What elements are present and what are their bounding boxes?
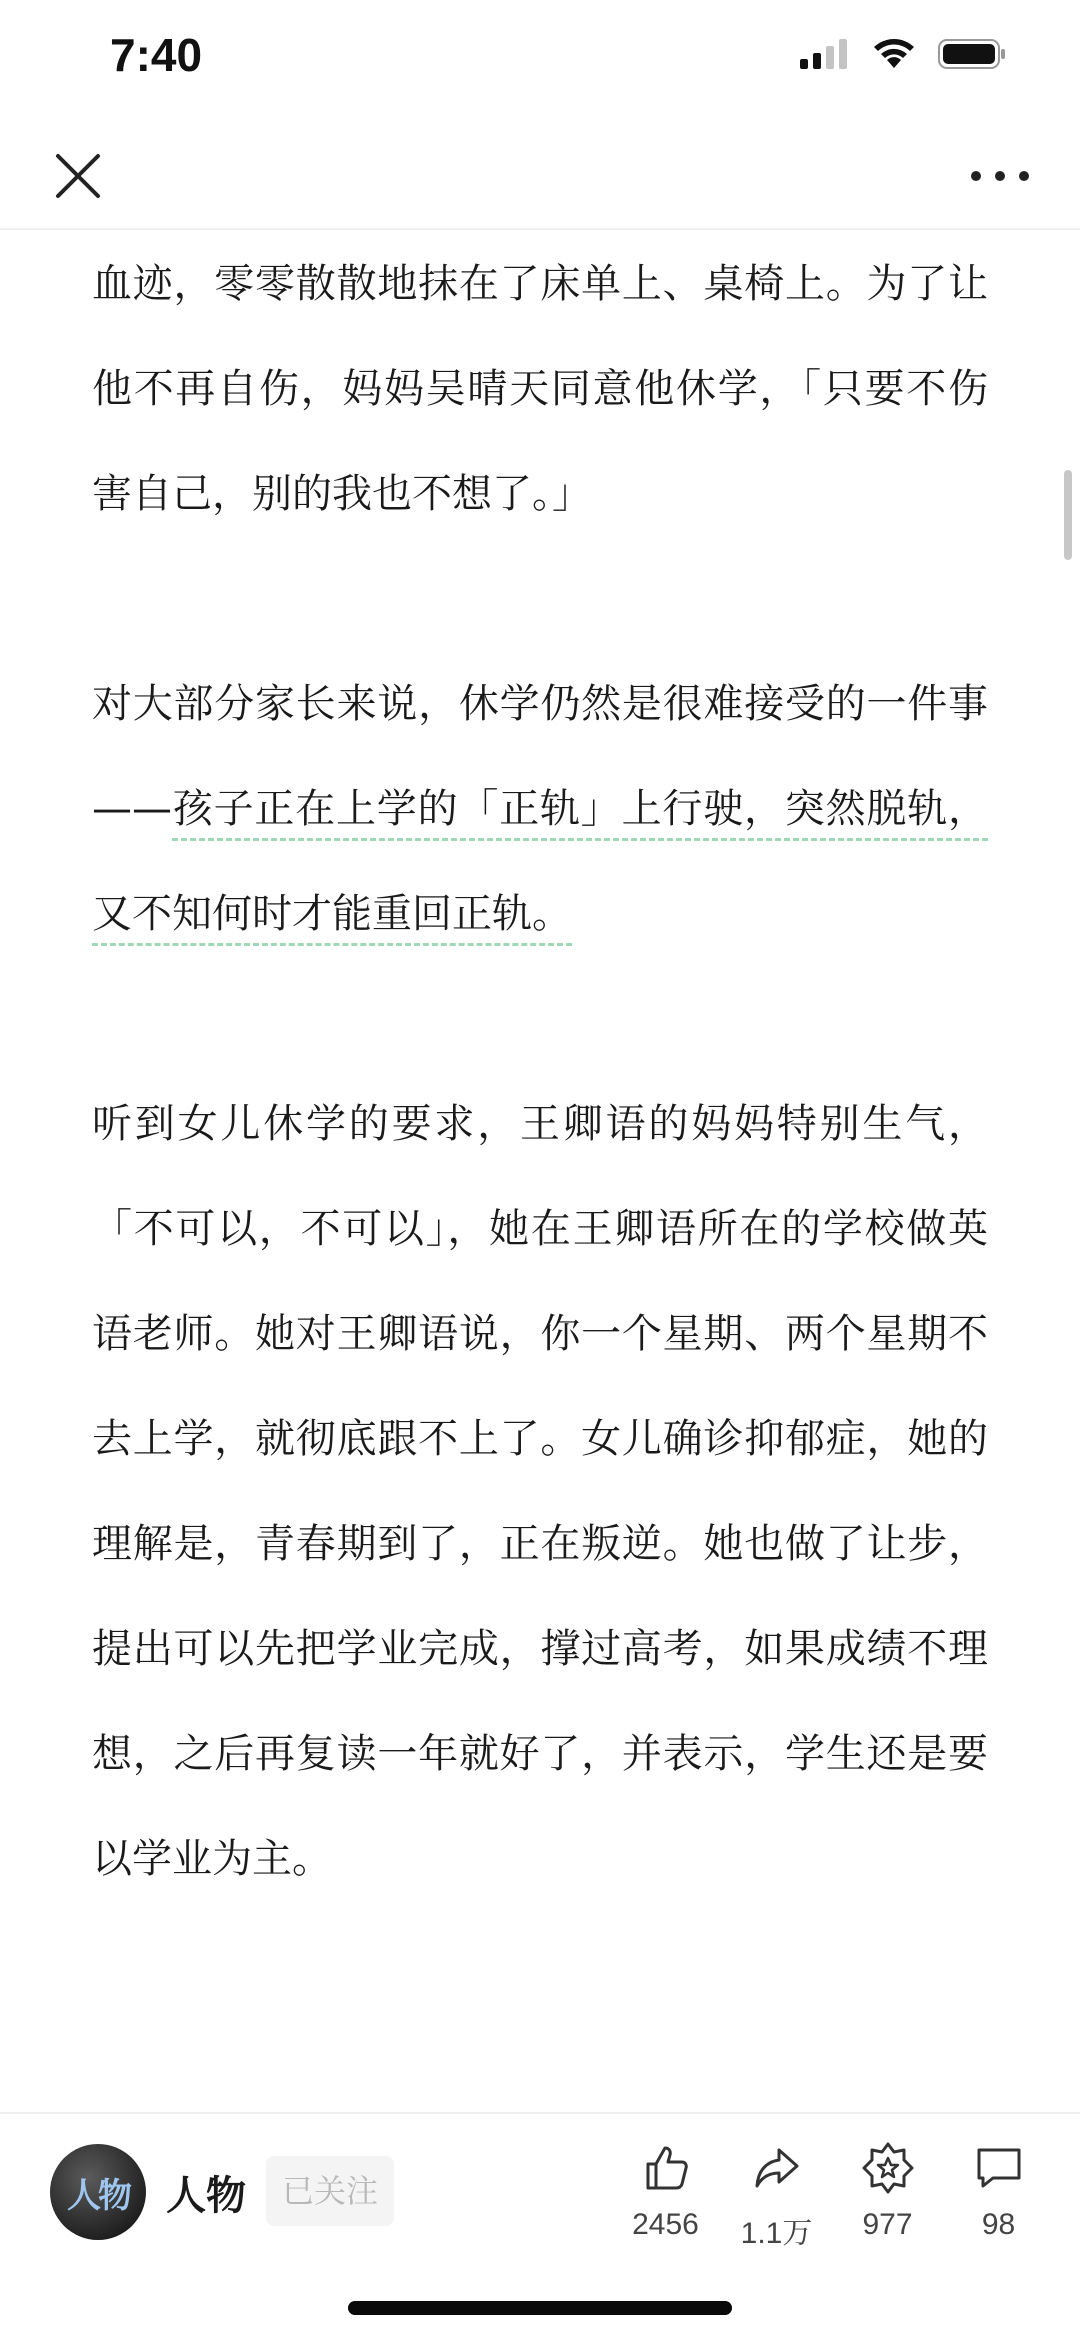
status-time: 7:40 xyxy=(110,29,203,81)
cellular-signal-icon xyxy=(800,39,850,69)
comment-count: 98 xyxy=(981,2208,1016,2241)
author-name[interactable]: 人物 xyxy=(166,2173,246,2219)
share-icon xyxy=(749,2140,805,2196)
close-button[interactable] xyxy=(50,148,106,204)
article-paragraph: 听到女儿休学的要求，王卿语的妈妈特别生气，「不可以，不可以」，她在王卿语所在的学校做英语老师。她对王卿语说，你一个星期、两个星期不去上学，就彻底跟不上了。女儿确诊抑郁症，她的理解是，青春期到了，正在叛逆。她也做了让步，提出可以先把学业完成，撑过高考，如果成绩不理想，之后再复读一年就好了，并表示，学生还是要以学业为主。 xyxy=(92,1101,988,1882)
status-icons xyxy=(800,38,1008,70)
action-group xyxy=(610,2140,1054,2252)
avatar-logo-text: 人物 xyxy=(67,2175,129,2216)
article-body xyxy=(92,232,988,2113)
nav-bar xyxy=(0,120,1080,230)
scroll-indicator[interactable] xyxy=(1064,470,1072,560)
article-paragraph: 血迹，零零散散地抹在了床单上、桌椅上。为了让他不再自伤，妈妈吴晴天同意他休学，「只要不伤害自己，别的我也不想了。」 xyxy=(92,261,988,517)
article-paragraph xyxy=(92,652,988,967)
home-indicator[interactable] xyxy=(348,2301,732,2315)
comment-button[interactable] xyxy=(943,2140,1054,2252)
paragraph-text: 对大部分家长来说，休学仍然是很难接受的一件事—— xyxy=(92,681,988,832)
share-button[interactable] xyxy=(721,2140,832,2252)
wifi-icon xyxy=(872,38,916,70)
favorite-badge-icon xyxy=(860,2140,916,2196)
more-horizontal-icon xyxy=(968,156,1032,196)
comment-icon xyxy=(971,2140,1027,2196)
status-bar xyxy=(0,0,1080,120)
share-count: 1.1万 xyxy=(740,2217,813,2250)
follow-status-button[interactable]: 已关注 xyxy=(266,2156,394,2226)
more-button[interactable] xyxy=(968,156,1032,196)
favorite-count: 977 xyxy=(862,2208,913,2241)
like-button[interactable] xyxy=(610,2140,721,2252)
author-avatar[interactable] xyxy=(50,2144,146,2240)
battery-icon xyxy=(938,38,1008,70)
close-icon xyxy=(50,148,106,204)
like-count: 2456 xyxy=(632,2208,699,2241)
favorite-button[interactable] xyxy=(832,2140,943,2252)
thumbs-up-icon xyxy=(638,2140,694,2196)
highlighted-text[interactable]: 孩子正在上学的「正轨」上行驶，突然脱轨，又不知何时才能重回正轨。 xyxy=(92,786,988,946)
